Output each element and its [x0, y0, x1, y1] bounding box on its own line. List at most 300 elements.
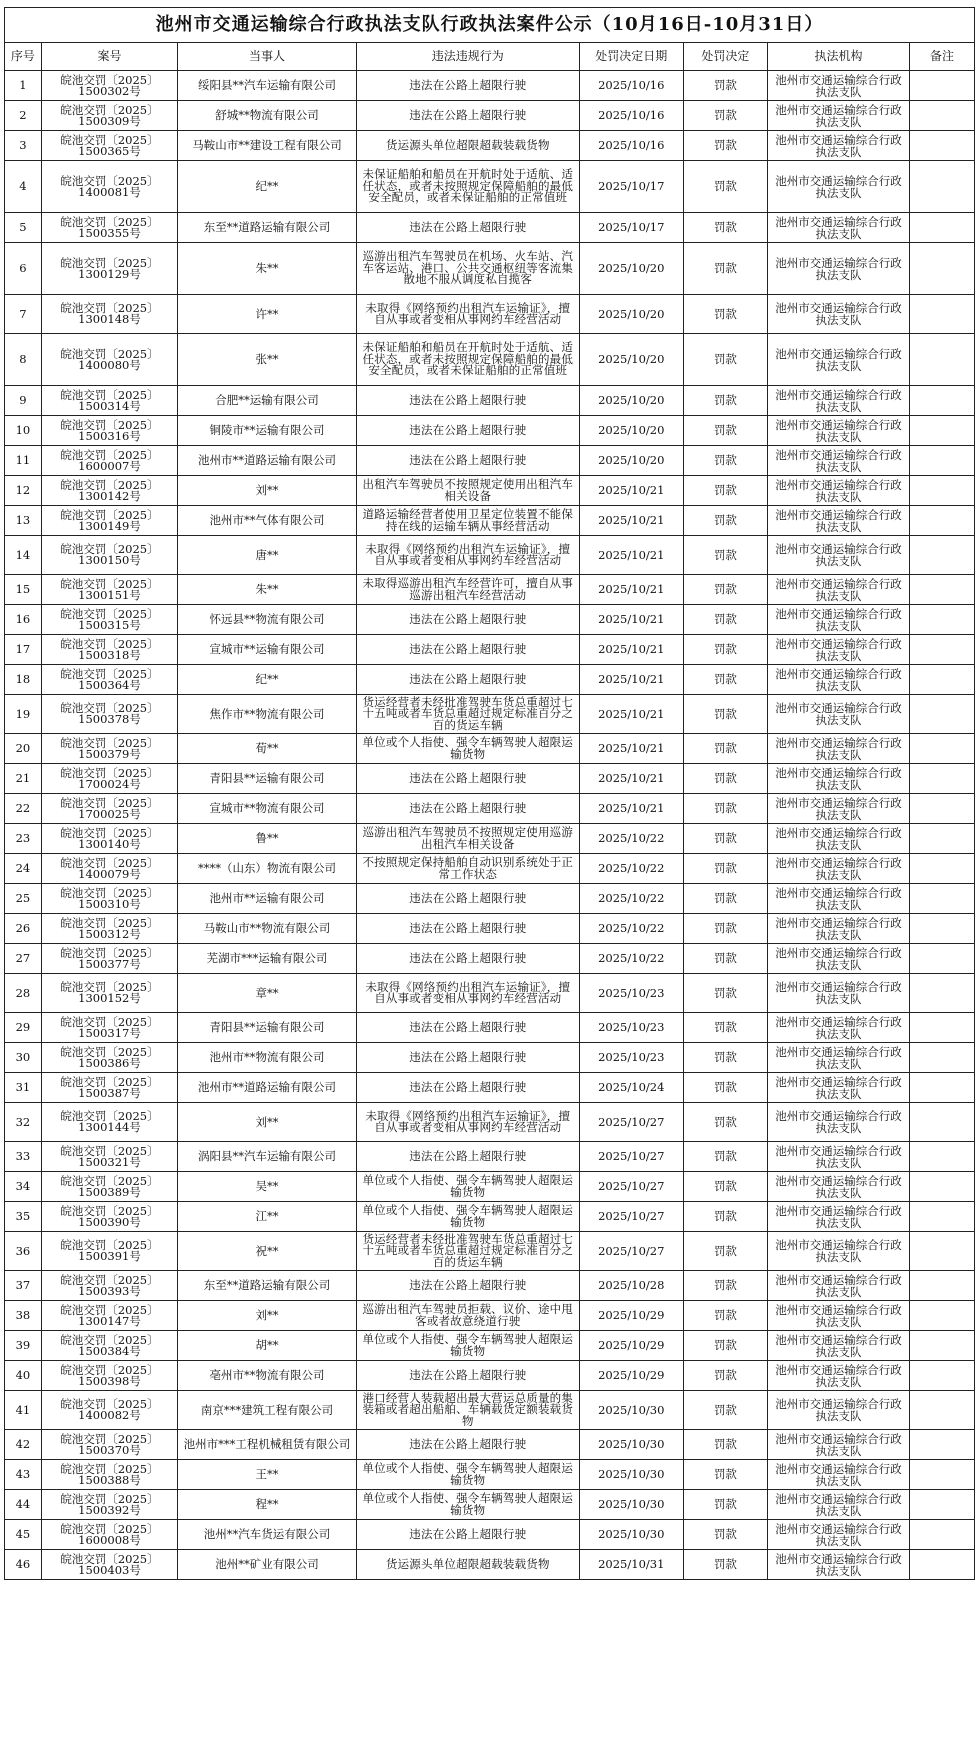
cell-seq: 15: [5, 575, 42, 605]
cell-decision-date: 2025/10/29: [579, 1331, 683, 1361]
cell-party: 刘**: [178, 1103, 357, 1142]
cell-case-number: 皖池交罚〔2025〕1300142号: [41, 476, 177, 506]
cell-agency: 池州市交通运输综合行政执法支队: [768, 1301, 910, 1331]
cell-remark: [909, 476, 974, 506]
table-row: [5, 416, 975, 446]
cell-agency: 池州市交通运输综合行政执法支队: [768, 734, 910, 764]
cell-remark: [909, 243, 974, 295]
cell-case-number: 皖池交罚〔2025〕1300152号: [41, 974, 177, 1013]
cell-decision: 罚款: [683, 416, 767, 446]
cell-party: 池州市**气体有限公司: [178, 506, 357, 536]
cell-decision: 罚款: [683, 605, 767, 635]
cell-case-number: 皖池交罚〔2025〕1500403号: [41, 1550, 177, 1580]
cell-case-number: 皖池交罚〔2025〕1300148号: [41, 295, 177, 334]
cell-decision-date: 2025/10/27: [579, 1103, 683, 1142]
cell-seq: 30: [5, 1043, 42, 1073]
cell-decision-date: 2025/10/22: [579, 914, 683, 944]
cell-decision-date: 2025/10/17: [579, 213, 683, 243]
cell-remark: [909, 1232, 974, 1271]
cell-seq: 7: [5, 295, 42, 334]
cell-decision: 罚款: [683, 101, 767, 131]
table-row: [5, 1103, 975, 1142]
cell-agency: 池州市交通运输综合行政执法支队: [768, 243, 910, 295]
cell-party: 池州市**道路运输有限公司: [178, 1073, 357, 1103]
cell-case-number: 皖池交罚〔2025〕1500315号: [41, 605, 177, 635]
cell-decision-date: 2025/10/17: [579, 161, 683, 213]
table-row: [5, 1490, 975, 1520]
cell-remark: [909, 1172, 974, 1202]
cell-agency: 池州市交通运输综合行政执法支队: [768, 854, 910, 884]
cell-case-number: 皖池交罚〔2025〕1500389号: [41, 1172, 177, 1202]
cell-case-number: 皖池交罚〔2025〕1600008号: [41, 1520, 177, 1550]
cell-party: 吴**: [178, 1172, 357, 1202]
cell-seq: 8: [5, 334, 42, 386]
table-row: [5, 1073, 975, 1103]
cell-party: 池州市**物流有限公司: [178, 1043, 357, 1073]
table-row: [5, 575, 975, 605]
cell-violation: 违法在公路上超限行驶: [356, 1043, 579, 1073]
column-header: 违法违规行为: [356, 43, 579, 71]
cell-agency: 池州市交通运输综合行政执法支队: [768, 635, 910, 665]
cell-case-number: 皖池交罚〔2025〕1500316号: [41, 416, 177, 446]
cell-remark: [909, 1550, 974, 1580]
cell-decision: 罚款: [683, 1520, 767, 1550]
cell-party: 池州**矿业有限公司: [178, 1550, 357, 1580]
cell-decision-date: 2025/10/20: [579, 334, 683, 386]
cell-agency: 池州市交通运输综合行政执法支队: [768, 295, 910, 334]
cell-decision-date: 2025/10/21: [579, 665, 683, 695]
cell-party: 朱**: [178, 575, 357, 605]
cell-agency: 池州市交通运输综合行政执法支队: [768, 1520, 910, 1550]
cell-case-number: 皖池交罚〔2025〕1300151号: [41, 575, 177, 605]
cell-decision: 罚款: [683, 1043, 767, 1073]
cell-decision: 罚款: [683, 974, 767, 1013]
cell-violation: 巡游出租汽车驾驶员不按照规定使用巡游出租汽车相关设备: [356, 824, 579, 854]
cell-party: 池州市**道路运输有限公司: [178, 446, 357, 476]
cell-decision: 罚款: [683, 824, 767, 854]
cell-seq: 6: [5, 243, 42, 295]
column-header: 当事人: [178, 43, 357, 71]
cell-case-number: 皖池交罚〔2025〕1500309号: [41, 101, 177, 131]
table-row: [5, 386, 975, 416]
cell-case-number: 皖池交罚〔2025〕1400081号: [41, 161, 177, 213]
table-row: [5, 1301, 975, 1331]
cell-remark: [909, 635, 974, 665]
cell-agency: 池州市交通运输综合行政执法支队: [768, 1460, 910, 1490]
table-row: [5, 764, 975, 794]
cell-violation: 货运源头单位超限超载装载货物: [356, 131, 579, 161]
column-header: 序号: [5, 43, 42, 71]
table-row: [5, 1550, 975, 1580]
cell-case-number: 皖池交罚〔2025〕1500365号: [41, 131, 177, 161]
cell-decision-date: 2025/10/30: [579, 1391, 683, 1430]
cell-party: 王**: [178, 1460, 357, 1490]
cell-decision: 罚款: [683, 944, 767, 974]
cell-seq: 17: [5, 635, 42, 665]
cell-violation: 未取得《网络预约出租汽车运输证》，擅自从事或者变相从事网约车经营活动: [356, 536, 579, 575]
cell-decision: 罚款: [683, 1073, 767, 1103]
cell-decision: 罚款: [683, 575, 767, 605]
cell-remark: [909, 824, 974, 854]
cell-seq: 5: [5, 213, 42, 243]
cell-violation: 违法在公路上超限行驶: [356, 665, 579, 695]
cell-agency: 池州市交通运输综合行政执法支队: [768, 1490, 910, 1520]
cell-decision: 罚款: [683, 506, 767, 536]
cell-decision-date: 2025/10/27: [579, 1202, 683, 1232]
cell-agency: 池州市交通运输综合行政执法支队: [768, 914, 910, 944]
table-row: [5, 665, 975, 695]
cell-case-number: 皖池交罚〔2025〕1500393号: [41, 1271, 177, 1301]
cell-case-number: 皖池交罚〔2025〕1500392号: [41, 1490, 177, 1520]
cell-decision-date: 2025/10/21: [579, 794, 683, 824]
cell-case-number: 皖池交罚〔2025〕1500384号: [41, 1331, 177, 1361]
table-row: [5, 1331, 975, 1361]
table-row: [5, 1460, 975, 1490]
cell-decision-date: 2025/10/30: [579, 1490, 683, 1520]
table-row: [5, 506, 975, 536]
cell-party: 唐**: [178, 536, 357, 575]
cell-case-number: 皖池交罚〔2025〕1300150号: [41, 536, 177, 575]
cell-seq: 25: [5, 884, 42, 914]
table-row: [5, 884, 975, 914]
table-row: [5, 1013, 975, 1043]
cell-decision-date: 2025/10/20: [579, 386, 683, 416]
cell-decision: 罚款: [683, 1271, 767, 1301]
cell-seq: 20: [5, 734, 42, 764]
cell-case-number: 皖池交罚〔2025〕1500321号: [41, 1142, 177, 1172]
case-table: [4, 7, 975, 1580]
cell-seq: 12: [5, 476, 42, 506]
table-row: [5, 243, 975, 295]
cell-violation: 违法在公路上超限行驶: [356, 1361, 579, 1391]
cell-decision: 罚款: [683, 1172, 767, 1202]
table-row: [5, 295, 975, 334]
cell-violation: 违法在公路上超限行驶: [356, 416, 579, 446]
table-row: [5, 914, 975, 944]
cell-seq: 9: [5, 386, 42, 416]
cell-violation: 单位或个人指使、强令车辆驾驶人超限运输货物: [356, 1490, 579, 1520]
cell-party: 胡**: [178, 1331, 357, 1361]
cell-decision: 罚款: [683, 386, 767, 416]
cell-violation: 未保证船舶和船员在开航时处于适航、适任状态，或者未按照规定保障船舶的最低安全配员，或者未保证船舶的正常值班: [356, 334, 579, 386]
cell-decision: 罚款: [683, 1142, 767, 1172]
cell-party: 铜陵市**运输有限公司: [178, 416, 357, 446]
cell-remark: [909, 605, 974, 635]
cell-violation: 违法在公路上超限行驶: [356, 71, 579, 101]
cell-violation: 违法在公路上超限行驶: [356, 884, 579, 914]
cell-decision-date: 2025/10/23: [579, 974, 683, 1013]
cell-decision: 罚款: [683, 1361, 767, 1391]
table-row: [5, 1172, 975, 1202]
cell-seq: 44: [5, 1490, 42, 1520]
table-row: [5, 476, 975, 506]
table-row: [5, 1430, 975, 1460]
cell-case-number: 皖池交罚〔2025〕1700024号: [41, 764, 177, 794]
table-row: [5, 1142, 975, 1172]
cell-agency: 池州市交通运输综合行政执法支队: [768, 386, 910, 416]
cell-seq: 22: [5, 794, 42, 824]
table-row: [5, 1361, 975, 1391]
cell-remark: [909, 1142, 974, 1172]
cell-remark: [909, 884, 974, 914]
cell-seq: 16: [5, 605, 42, 635]
cell-remark: [909, 1271, 974, 1301]
cell-violation: 违法在公路上超限行驶: [356, 1430, 579, 1460]
cell-decision: 罚款: [683, 764, 767, 794]
cell-agency: 池州市交通运输综合行政执法支队: [768, 1202, 910, 1232]
cell-agency: 池州市交通运输综合行政执法支队: [768, 416, 910, 446]
cell-remark: [909, 665, 974, 695]
cell-decision-date: 2025/10/21: [579, 536, 683, 575]
cell-case-number: 皖池交罚〔2025〕1500312号: [41, 914, 177, 944]
table-row: [5, 1391, 975, 1430]
cell-violation: 货运源头单位超限超载装载货物: [356, 1550, 579, 1580]
cell-party: 池州市**运输有限公司: [178, 884, 357, 914]
cell-decision: 罚款: [683, 334, 767, 386]
cell-remark: [909, 1361, 974, 1391]
table-row: [5, 1232, 975, 1271]
cell-decision: 罚款: [683, 1391, 767, 1430]
cell-decision: 罚款: [683, 884, 767, 914]
cell-seq: 3: [5, 131, 42, 161]
cell-decision-date: 2025/10/30: [579, 1430, 683, 1460]
cell-decision: 罚款: [683, 635, 767, 665]
cell-decision: 罚款: [683, 1301, 767, 1331]
cell-party: 鲁**: [178, 824, 357, 854]
cell-agency: 池州市交通运输综合行政执法支队: [768, 575, 910, 605]
cell-violation: 货运经营者未经批准驾驶车货总重超过七十五吨或者车货总重超过规定标准百分之百的货运车辆: [356, 695, 579, 734]
cell-case-number: 皖池交罚〔2025〕1400082号: [41, 1391, 177, 1430]
cell-agency: 池州市交通运输综合行政执法支队: [768, 1331, 910, 1361]
cell-case-number: 皖池交罚〔2025〕1300144号: [41, 1103, 177, 1142]
cell-decision-date: 2025/10/22: [579, 854, 683, 884]
cell-seq: 18: [5, 665, 42, 695]
cell-decision: 罚款: [683, 1460, 767, 1490]
cell-decision-date: 2025/10/21: [579, 476, 683, 506]
cell-case-number: 皖池交罚〔2025〕1500317号: [41, 1013, 177, 1043]
cell-party: 张**: [178, 334, 357, 386]
column-header: 处罚决定日期: [579, 43, 683, 71]
cell-agency: 池州市交通运输综合行政执法支队: [768, 1361, 910, 1391]
cell-case-number: 皖池交罚〔2025〕1400080号: [41, 334, 177, 386]
cell-decision-date: 2025/10/16: [579, 131, 683, 161]
table-body: [5, 71, 975, 1580]
cell-decision: 罚款: [683, 536, 767, 575]
cell-case-number: 皖池交罚〔2025〕1500302号: [41, 71, 177, 101]
table-row: [5, 1520, 975, 1550]
cell-party: 章**: [178, 974, 357, 1013]
cell-agency: 池州市交通运输综合行政执法支队: [768, 1073, 910, 1103]
cell-agency: 池州市交通运输综合行政执法支队: [768, 944, 910, 974]
cell-remark: [909, 101, 974, 131]
cell-remark: [909, 536, 974, 575]
cell-party: 池州**汽车货运有限公司: [178, 1520, 357, 1550]
cell-remark: [909, 794, 974, 824]
cell-decision-date: 2025/10/30: [579, 1460, 683, 1490]
cell-remark: [909, 1103, 974, 1142]
table-row: [5, 101, 975, 131]
cell-seq: 10: [5, 416, 42, 446]
cell-agency: 池州市交通运输综合行政执法支队: [768, 101, 910, 131]
cell-party: ****（山东）物流有限公司: [178, 854, 357, 884]
cell-violation: 未保证船舶和船员在开航时处于适航、适任状态，或者未按照规定保障船舶的最低安全配员，或者未保证船舶的正常值班: [356, 161, 579, 213]
cell-seq: 33: [5, 1142, 42, 1172]
cell-agency: 池州市交通运输综合行政执法支队: [768, 1271, 910, 1301]
cell-decision: 罚款: [683, 1103, 767, 1142]
cell-remark: [909, 854, 974, 884]
cell-agency: 池州市交通运输综合行政执法支队: [768, 1550, 910, 1580]
cell-seq: 14: [5, 536, 42, 575]
cell-decision-date: 2025/10/21: [579, 605, 683, 635]
cell-violation: 违法在公路上超限行驶: [356, 1013, 579, 1043]
cell-party: 东至**道路运输有限公司: [178, 213, 357, 243]
cell-agency: 池州市交通运输综合行政执法支队: [768, 334, 910, 386]
cell-remark: [909, 1013, 974, 1043]
cell-case-number: 皖池交罚〔2025〕1400079号: [41, 854, 177, 884]
cell-party: 宣城市**物流有限公司: [178, 794, 357, 824]
cell-decision-date: 2025/10/20: [579, 416, 683, 446]
cell-decision: 罚款: [683, 695, 767, 734]
cell-decision-date: 2025/10/27: [579, 1172, 683, 1202]
cell-seq: 45: [5, 1520, 42, 1550]
cell-violation: 违法在公路上超限行驶: [356, 213, 579, 243]
cell-violation: 巡游出租汽车驾驶员在机场、火车站、汽车客运站、港口、公共交通枢纽等客流集散地不服从调度私自揽客: [356, 243, 579, 295]
cell-remark: [909, 71, 974, 101]
cell-decision: 罚款: [683, 71, 767, 101]
cell-party: 东至**道路运输有限公司: [178, 1271, 357, 1301]
cell-remark: [909, 1520, 974, 1550]
cell-seq: 11: [5, 446, 42, 476]
cell-decision-date: 2025/10/20: [579, 295, 683, 334]
cell-case-number: 皖池交罚〔2025〕1600007号: [41, 446, 177, 476]
cell-agency: 池州市交通运输综合行政执法支队: [768, 71, 910, 101]
cell-party: 青阳县**运输有限公司: [178, 1013, 357, 1043]
table-row: [5, 1271, 975, 1301]
cell-party: 刘**: [178, 1301, 357, 1331]
cell-decision-date: 2025/10/16: [579, 101, 683, 131]
table-row: [5, 446, 975, 476]
cell-agency: 池州市交通运输综合行政执法支队: [768, 695, 910, 734]
cell-decision-date: 2025/10/27: [579, 1142, 683, 1172]
cell-agency: 池州市交通运输综合行政执法支队: [768, 1391, 910, 1430]
cell-case-number: 皖池交罚〔2025〕1300147号: [41, 1301, 177, 1331]
cell-remark: [909, 1301, 974, 1331]
cell-agency: 池州市交通运输综合行政执法支队: [768, 1013, 910, 1043]
cell-seq: 2: [5, 101, 42, 131]
cell-seq: 35: [5, 1202, 42, 1232]
column-header: 执法机构: [768, 43, 910, 71]
cell-violation: 违法在公路上超限行驶: [356, 1073, 579, 1103]
cell-case-number: 皖池交罚〔2025〕1500377号: [41, 944, 177, 974]
column-header: 备注: [909, 43, 974, 71]
cell-decision-date: 2025/10/21: [579, 764, 683, 794]
cell-decision: 罚款: [683, 476, 767, 506]
cell-case-number: 皖池交罚〔2025〕1500355号: [41, 213, 177, 243]
cell-seq: 1: [5, 71, 42, 101]
cell-party: 芜湖市***运输有限公司: [178, 944, 357, 974]
cell-party: 许**: [178, 295, 357, 334]
cell-decision-date: 2025/10/23: [579, 1043, 683, 1073]
cell-seq: 34: [5, 1172, 42, 1202]
cell-remark: [909, 416, 974, 446]
cell-party: 程**: [178, 1490, 357, 1520]
table-row: [5, 734, 975, 764]
cell-violation: 违法在公路上超限行驶: [356, 764, 579, 794]
cell-violation: 不按照规定保持船舶自动识别系统处于正常工作状态: [356, 854, 579, 884]
cell-violation: 巡游出租汽车驾驶员拒载、议价、途中甩客或者故意绕道行驶: [356, 1301, 579, 1331]
cell-decision-date: 2025/10/31: [579, 1550, 683, 1580]
cell-party: 马鞍山市**建设工程有限公司: [178, 131, 357, 161]
table-row: [5, 213, 975, 243]
cell-party: 马鞍山市**物流有限公司: [178, 914, 357, 944]
cell-decision: 罚款: [683, 213, 767, 243]
cell-agency: 池州市交通运输综合行政执法支队: [768, 131, 910, 161]
cell-seq: 42: [5, 1430, 42, 1460]
cell-decision-date: 2025/10/21: [579, 506, 683, 536]
column-header: 处罚决定: [683, 43, 767, 71]
cell-remark: [909, 695, 974, 734]
table-row: [5, 974, 975, 1013]
cell-decision-date: 2025/10/21: [579, 635, 683, 665]
cell-case-number: 皖池交罚〔2025〕1500314号: [41, 386, 177, 416]
cell-violation: 港口经营人装载超出最大营运总质量的集装箱或者超出船舶、车辆载货定额装载货物: [356, 1391, 579, 1430]
cell-violation: 未取得巡游出租汽车经营许可，擅自从事巡游出租汽车经营活动: [356, 575, 579, 605]
table-row: [5, 131, 975, 161]
cell-agency: 池州市交通运输综合行政执法支队: [768, 824, 910, 854]
cell-seq: 46: [5, 1550, 42, 1580]
cell-agency: 池州市交通运输综合行政执法支队: [768, 794, 910, 824]
cell-violation: 违法在公路上超限行驶: [356, 914, 579, 944]
cell-case-number: 皖池交罚〔2025〕1500310号: [41, 884, 177, 914]
table-row: [5, 854, 975, 884]
cell-party: 亳州市**物流有限公司: [178, 1361, 357, 1391]
cell-violation: 单位或个人指使、强令车辆驾驶人超限运输货物: [356, 1172, 579, 1202]
cell-remark: [909, 295, 974, 334]
cell-agency: 池州市交通运输综合行政执法支队: [768, 1430, 910, 1460]
cell-decision: 罚款: [683, 854, 767, 884]
table-row: [5, 794, 975, 824]
table-row: [5, 824, 975, 854]
cell-seq: 29: [5, 1013, 42, 1043]
cell-case-number: 皖池交罚〔2025〕1500391号: [41, 1232, 177, 1271]
cell-violation: 货运经营者未经批准驾驶车货总重超过七十五吨或者车货总重超过规定标准百分之百的货运车辆: [356, 1232, 579, 1271]
cell-case-number: 皖池交罚〔2025〕1500386号: [41, 1043, 177, 1073]
cell-decision: 罚款: [683, 1490, 767, 1520]
cell-decision: 罚款: [683, 665, 767, 695]
cell-remark: [909, 764, 974, 794]
cell-remark: [909, 1202, 974, 1232]
header-row: [5, 43, 975, 71]
cell-seq: 38: [5, 1301, 42, 1331]
cell-party: 纪**: [178, 665, 357, 695]
table-row: [5, 944, 975, 974]
cell-decision: 罚款: [683, 295, 767, 334]
cell-remark: [909, 334, 974, 386]
cell-decision: 罚款: [683, 1202, 767, 1232]
cell-violation: 道路运输经营者使用卫星定位装置不能保持在线的运输车辆从事经营活动: [356, 506, 579, 536]
cell-violation: 违法在公路上超限行驶: [356, 635, 579, 665]
cell-decision: 罚款: [683, 446, 767, 476]
cell-case-number: 皖池交罚〔2025〕1500364号: [41, 665, 177, 695]
cell-agency: 池州市交通运输综合行政执法支队: [768, 1142, 910, 1172]
cell-agency: 池州市交通运输综合行政执法支队: [768, 605, 910, 635]
cell-party: 涡阳县**汽车运输有限公司: [178, 1142, 357, 1172]
cell-party: 刘**: [178, 476, 357, 506]
cell-seq: 37: [5, 1271, 42, 1301]
cell-violation: 违法在公路上超限行驶: [356, 794, 579, 824]
cell-agency: 池州市交通运输综合行政执法支队: [768, 213, 910, 243]
cell-agency: 池州市交通运输综合行政执法支队: [768, 446, 910, 476]
